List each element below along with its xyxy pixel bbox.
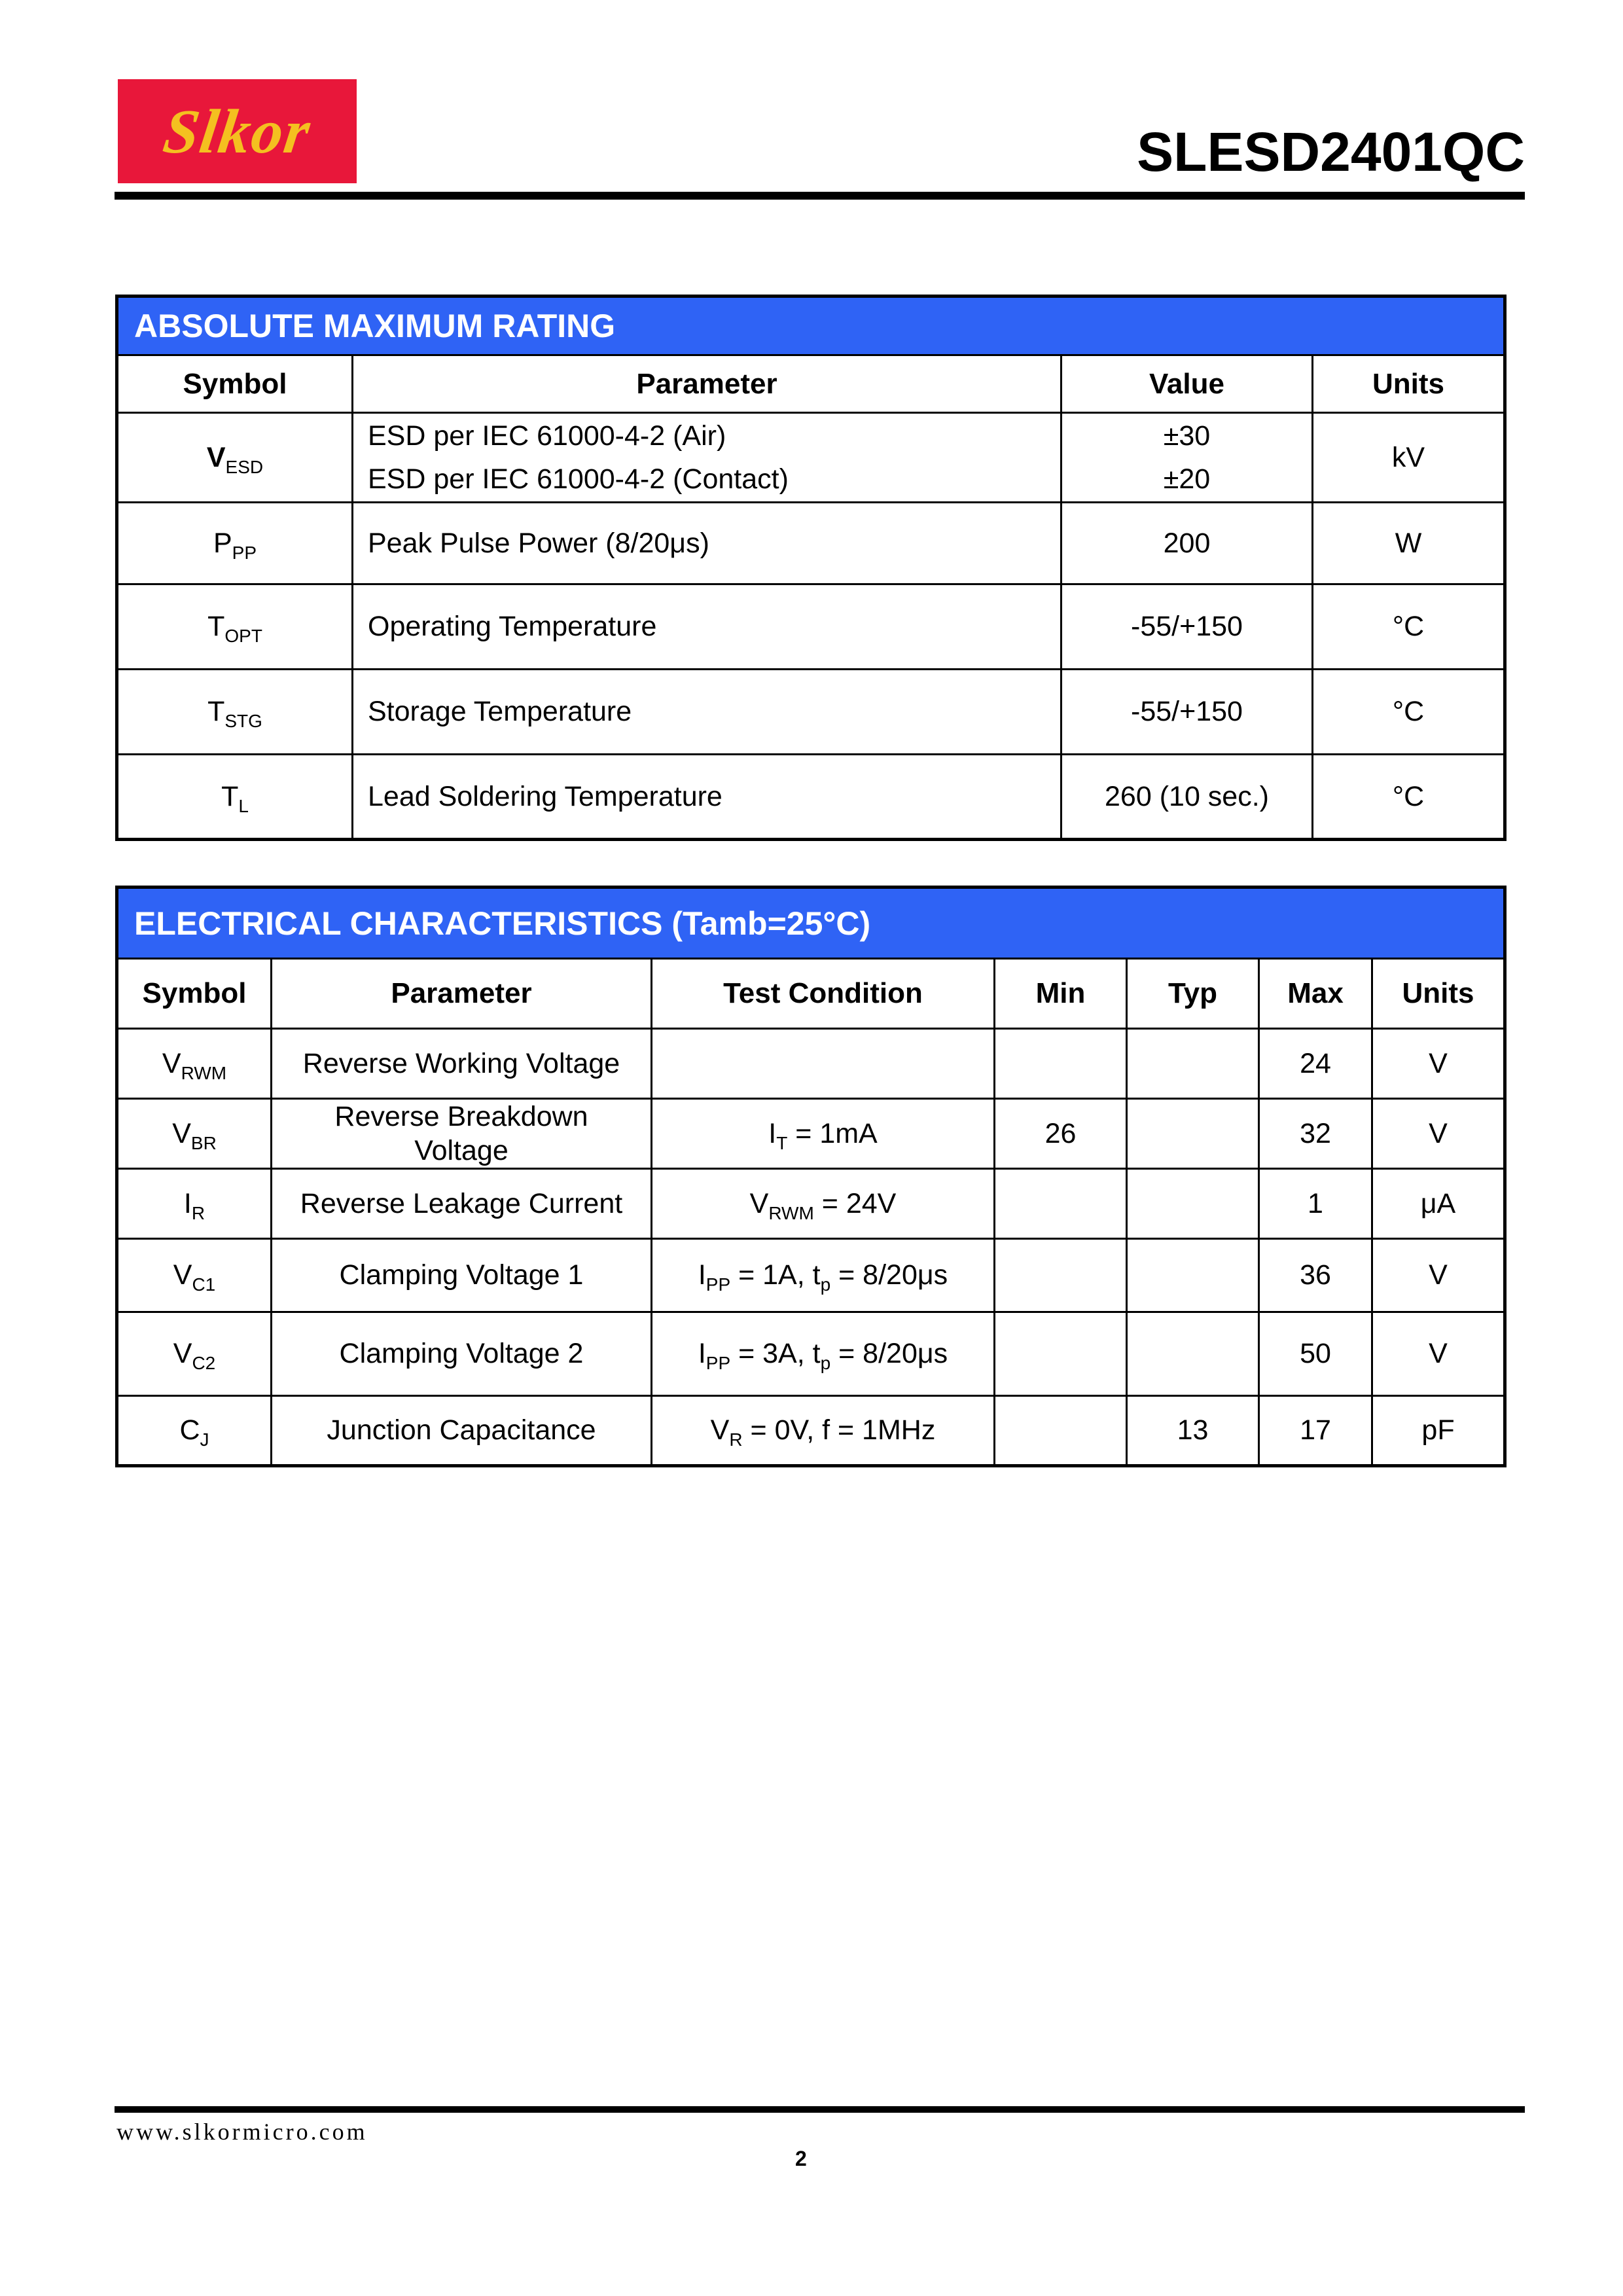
unit-cell: °C [1313, 584, 1505, 670]
unit-cell: V [1372, 1239, 1505, 1312]
typ-cell [1127, 1029, 1259, 1099]
typ-cell [1127, 1239, 1259, 1312]
column-header: Test Condition [652, 959, 995, 1029]
website-text: www.slkormicro.com [116, 2119, 368, 2145]
column-header: Max [1259, 959, 1372, 1029]
unit-cell: μA [1372, 1169, 1505, 1239]
unit-cell: °C [1313, 755, 1505, 840]
parameter-cell: ESD per IEC 61000-4-2 (Air) ESD per IEC 61000-4-2 (Contact) [353, 413, 1061, 503]
max-cell: 50 [1259, 1312, 1372, 1396]
parameter-cell: Lead Soldering Temperature [353, 755, 1061, 840]
symbol-cell: $I_R$ [117, 1169, 272, 1239]
table-row [117, 755, 1505, 840]
parameter-cell: Clamping Voltage 1 [272, 1239, 652, 1312]
symbol-cell: $C_J$ [117, 1396, 272, 1466]
symbol-cell: $V_{ESD}$ [117, 413, 353, 503]
electrical-characteristics-table [115, 886, 1507, 1467]
test-condition-cell: $I_{PP} = 3A$, $t_p = 8/20\mu s$ [652, 1312, 995, 1396]
column-header: Value [1061, 355, 1313, 413]
table-row [117, 503, 1505, 584]
parameter-cell: Reverse Working Voltage [272, 1029, 652, 1099]
column-header: Units [1313, 355, 1505, 413]
min-cell [995, 1169, 1127, 1239]
test-condition-cell: $I_{PP} = 1A$, $t_p = 8/20\mu s$ [652, 1239, 995, 1312]
value-cell: -55/+150 [1061, 584, 1313, 670]
parameter-cell: Clamping Voltage 2 [272, 1312, 652, 1396]
symbol-cell: $V_{RWM}$ [117, 1029, 272, 1099]
value-cell: 260 (10 sec.) [1061, 755, 1313, 840]
parameter-cell: Storage Temperature [353, 670, 1061, 755]
column-header: Units [1372, 959, 1505, 1029]
part-number: SLESD2401QC [1137, 121, 1525, 183]
symbol-cell: $T_{STG}$ [117, 670, 353, 755]
symbol-cell: $T_L$ [117, 755, 353, 840]
unit-cell: V [1372, 1099, 1505, 1169]
parameter-cell: Reverse Breakdown Voltage [272, 1099, 652, 1169]
max-cell: 1 [1259, 1169, 1372, 1239]
column-header: Symbol [117, 355, 353, 413]
symbol-cell: $P_{PP}$ [117, 503, 353, 584]
table-row [117, 413, 1505, 503]
table-row [117, 1312, 1505, 1396]
column-header: Min [995, 959, 1127, 1029]
min-cell [995, 1239, 1127, 1312]
column-header: Parameter [353, 355, 1061, 413]
min-cell [995, 1029, 1127, 1099]
max-cell: 17 [1259, 1396, 1372, 1466]
parameter-cell: Peak Pulse Power (8/20μs) [353, 503, 1061, 584]
test-condition-cell: $V_R = 0V$, f = 1MHz [652, 1396, 995, 1466]
symbol-cell: $V_{C2}$ [117, 1312, 272, 1396]
table-row [117, 1396, 1505, 1466]
table-title: ELECTRICAL CHARACTERISTICS (Tamb=25°C) [117, 888, 1505, 959]
test-condition-cell [652, 1029, 995, 1099]
unit-cell: V [1372, 1312, 1505, 1396]
table-row [117, 1029, 1505, 1099]
typ-cell [1127, 1312, 1259, 1396]
parameter-cell: Reverse Leakage Current [272, 1169, 652, 1239]
unit-cell: W [1313, 503, 1505, 584]
symbol-cell: $V_{C1}$ [117, 1239, 272, 1312]
test-condition-cell: $V_{RWM} = 24V$ [652, 1169, 995, 1239]
company-logo [118, 79, 357, 183]
page-number: 2 [795, 2147, 807, 2170]
parameter-cell: Operating Temperature [353, 584, 1061, 670]
max-cell: 24 [1259, 1029, 1372, 1099]
min-cell: 26 [995, 1099, 1127, 1169]
column-header: Symbol [117, 959, 272, 1029]
header-divider [115, 192, 1525, 200]
max-cell: 32 [1259, 1099, 1372, 1169]
table-row [117, 1099, 1505, 1169]
value-cell: ±30 ±20 [1061, 413, 1313, 503]
symbol-cell: $V_{BR}$ [117, 1099, 272, 1169]
column-header: Typ [1127, 959, 1259, 1029]
column-header: Parameter [272, 959, 652, 1029]
typ-cell: 13 [1127, 1396, 1259, 1466]
absolute-maximum-rating-table [115, 295, 1507, 841]
min-cell [995, 1312, 1127, 1396]
table-row [117, 584, 1505, 670]
max-cell: 36 [1259, 1239, 1372, 1312]
table-title: ABSOLUTE MAXIMUM RATING [117, 296, 1505, 355]
unit-cell: kV [1313, 413, 1505, 503]
unit-cell: V [1372, 1029, 1505, 1099]
logo-text: Slkor [159, 96, 315, 166]
typ-cell [1127, 1169, 1259, 1239]
symbol-cell: $T_{OPT}$ [117, 584, 353, 670]
value-cell: -55/+150 [1061, 670, 1313, 755]
min-cell [995, 1396, 1127, 1466]
value-cell: 200 [1061, 503, 1313, 584]
test-condition-cell: $I_T = 1mA$ [652, 1099, 995, 1169]
table-row [117, 670, 1505, 755]
footer-divider [115, 2106, 1525, 2113]
table-row [117, 1239, 1505, 1312]
unit-cell: pF [1372, 1396, 1505, 1466]
table-row [117, 1169, 1505, 1239]
typ-cell [1127, 1099, 1259, 1169]
unit-cell: °C [1313, 670, 1505, 755]
parameter-cell: Junction Capacitance [272, 1396, 652, 1466]
